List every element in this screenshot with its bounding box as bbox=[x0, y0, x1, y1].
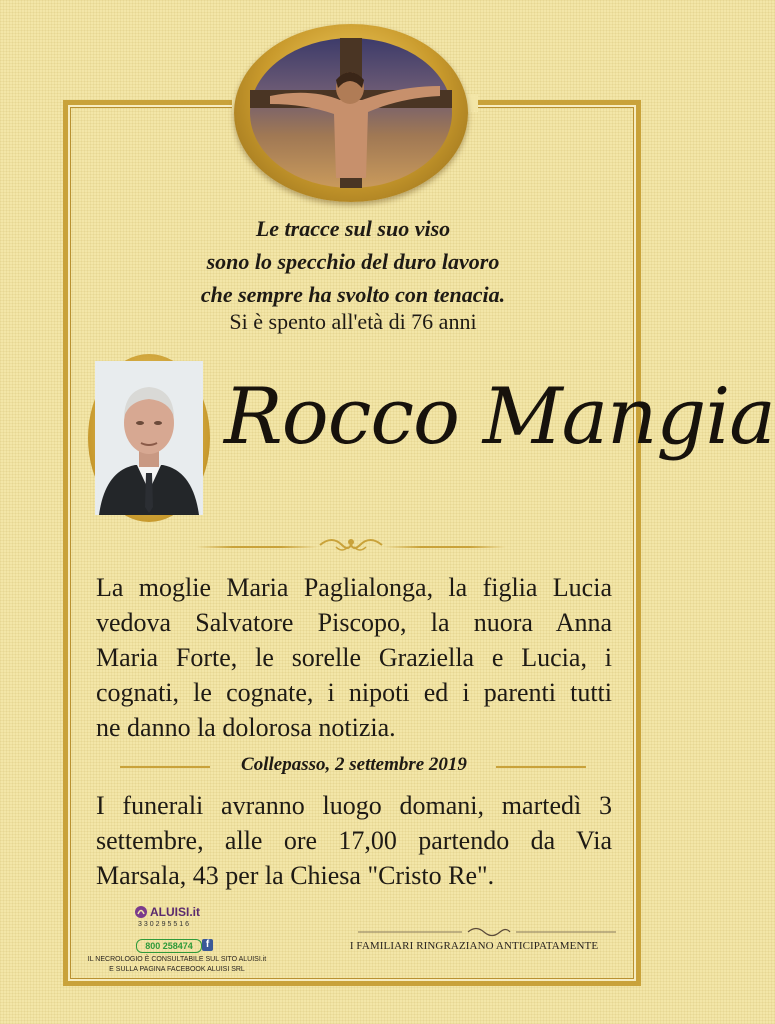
age-line: Si è spento all'età di 76 anni bbox=[229, 309, 477, 334]
aluisi-logo-icon bbox=[134, 905, 148, 919]
thanks-text: I FAMILIARI RINGRAZIANO ANTICIPATAMENTE bbox=[349, 940, 599, 952]
funeral-text bbox=[96, 788, 612, 893]
toll-free-number: 800 258474 bbox=[136, 939, 202, 953]
announcement-line-5: ne danno la dolorosa notizia. bbox=[96, 713, 396, 742]
crucifix-image bbox=[250, 38, 452, 188]
crucifix-oval-frame bbox=[234, 24, 468, 202]
announcement-line-2: vedova Salvatore Piscopo, la nuora Anna bbox=[96, 608, 612, 637]
funeral-line-1: I funerali avranno luogo domani, martedì 3 bbox=[96, 791, 612, 820]
verse-line-2: sono lo specchio del duro lavoro bbox=[206, 249, 500, 274]
deceased-portrait bbox=[95, 361, 203, 515]
facebook-icon[interactable]: f bbox=[202, 939, 213, 951]
date-place-row bbox=[96, 752, 612, 780]
announcement-line-4: cognati, le cognate, i nipoti ed i parenti tutti bbox=[96, 678, 612, 707]
flourish-ornament-icon bbox=[318, 533, 384, 557]
footer-note-line-2: E SULLA PAGINA FACEBOOK ALUISI SRL bbox=[109, 966, 245, 973]
announcement-line-3: Maria Forte, le sorelle Graziella e Lucia, i bbox=[96, 643, 612, 672]
verse-line-3: che sempre ha svolto con tenacia. bbox=[200, 282, 506, 307]
portrait-frame bbox=[88, 354, 210, 522]
divider-line-right bbox=[384, 546, 506, 548]
funeral-line-2: settembre, alle ore 17,00 partendo da Via bbox=[96, 826, 612, 855]
deceased-name: Rocco Mangia bbox=[224, 372, 775, 462]
brand-name[interactable]: ALUISI.it bbox=[150, 905, 200, 919]
thanks-ornament-icon bbox=[358, 925, 616, 939]
funeral-line-3: Marsala, 43 per la Chiesa "Cristo Re". bbox=[96, 861, 495, 890]
verse-line-1: Le tracce sul suo viso bbox=[255, 216, 451, 241]
date-place: Collepasso, 2 settembre 2019 bbox=[241, 754, 467, 775]
announcement-line-1: La moglie Maria Paglialonga, la figlia Lucia bbox=[96, 573, 612, 602]
divider-line-left bbox=[196, 546, 318, 548]
brand-phone: 330295516 bbox=[138, 921, 192, 928]
footer-note-line-1: IL NECROLOGIO È CONSULTABILE SUL SITO ALUISI.it bbox=[87, 956, 267, 963]
announcement-text bbox=[96, 570, 612, 745]
